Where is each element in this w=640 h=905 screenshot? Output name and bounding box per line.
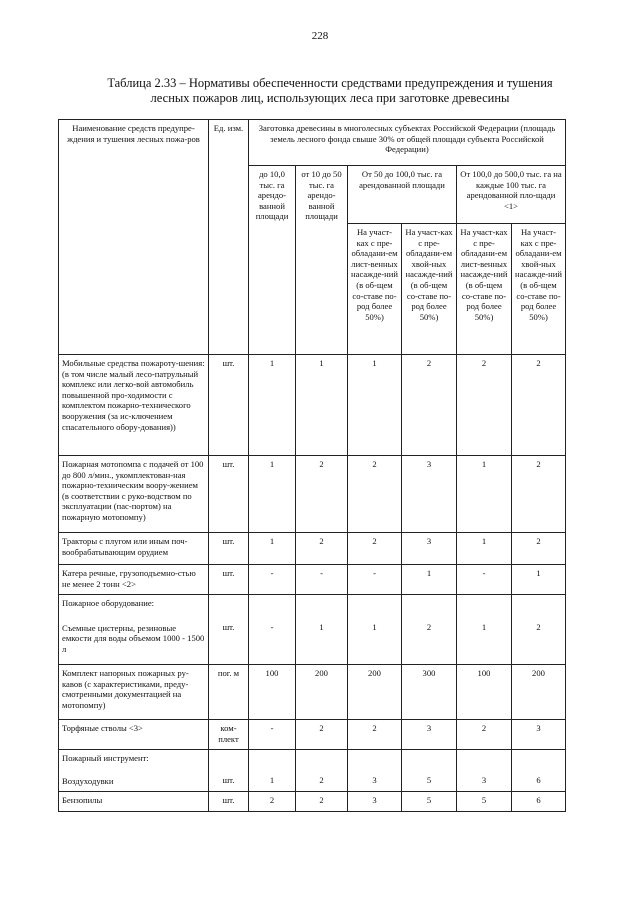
- row-value: 2: [348, 533, 402, 565]
- group-heading: Пожарный инструмент:: [62, 753, 149, 763]
- row-value: -: [348, 565, 402, 595]
- row-unit: шт.: [209, 456, 249, 533]
- table-row: [59, 720, 566, 750]
- header-unit-column: Ед. изм.: [209, 120, 249, 355]
- row-unit: шт.: [209, 355, 249, 456]
- row-value: 3: [402, 456, 457, 533]
- row-value: 100: [457, 665, 512, 720]
- row-value: 1: [249, 355, 296, 456]
- table-caption: [80, 76, 580, 106]
- header-sub-2: от 10 до 50 тыс. га арендо-ванной площади: [296, 166, 348, 355]
- row-value: 100: [249, 665, 296, 720]
- row-value: 2: [348, 720, 402, 750]
- row-name: [59, 595, 209, 665]
- table-row: [59, 565, 566, 595]
- row-unit: шт.: [209, 565, 249, 595]
- row-value: 2: [296, 792, 348, 812]
- row-value: 2: [296, 750, 348, 792]
- row-value: 5: [402, 792, 457, 812]
- row-value: 1: [457, 595, 512, 665]
- row-value: 1: [348, 355, 402, 456]
- header-sub-4: От 100,0 до 500,0 тыс. га на каждые 100 тыс. га арендованной пло-щади <1>: [457, 166, 566, 224]
- row-name: Тракторы с плугом или иным поч-вообрабатывающим орудием: [59, 533, 209, 565]
- row-value: -: [457, 565, 512, 595]
- table-row: [59, 533, 566, 565]
- caption-line-1: Таблица 2.33 – Нормативы обеспеченности средствами предупреждения и тушения: [107, 76, 553, 90]
- header-sub-4a: На участ-ках с пре-обладани-ем лист-венных насажде-ний (в об-щем со-ставе по-род более 50%): [457, 224, 512, 355]
- row-value: 2: [402, 595, 457, 665]
- row-name: [59, 750, 209, 792]
- group-heading: Пожарное оборудование:: [62, 598, 155, 608]
- row-name: Катера речные, грузоподъемно-стью не менее 2 тонн <2>: [59, 565, 209, 595]
- row-value: 1: [402, 565, 457, 595]
- row-value: 5: [457, 792, 512, 812]
- row-value: -: [249, 720, 296, 750]
- row-name: Пожарная мотопомпа с подачей от 100 до 800 л/мин., укомплектован-ная пожарно-техническим воору-жением (в соответствии с руко-водством по эксплуатации (пас-портом) на пожарную мотопомпу): [59, 456, 209, 533]
- row-name: Бензопилы: [59, 792, 209, 812]
- table-row: [59, 595, 566, 665]
- header-sub-3: От 50 до 100,0 тыс. га арендованной площади: [348, 166, 457, 224]
- row-name-text: Воздуходувки: [62, 775, 114, 786]
- row-value: 3: [348, 792, 402, 812]
- row-value: 1: [249, 750, 296, 792]
- row-unit: шт.: [209, 595, 249, 665]
- row-value: 3: [402, 533, 457, 565]
- row-value: 1: [249, 456, 296, 533]
- row-unit: шт.: [209, 533, 249, 565]
- page-number: 228: [311, 30, 329, 42]
- row-value: 200: [512, 665, 566, 720]
- row-name: Комплект напорных пожарных ру-кавов (с характеристиками, преду-смотренными документацией на мотопомпу): [59, 665, 209, 720]
- row-value: 2: [512, 456, 566, 533]
- table-row: [59, 456, 566, 533]
- row-unit: шт.: [209, 792, 249, 812]
- header-sub-3b: На участ-ках с пре-обладани-ем хвой-ных насажде-ний (в об-щем со-ставе по-род более 50%): [402, 224, 457, 355]
- row-value: 6: [512, 792, 566, 812]
- row-value: 1: [457, 456, 512, 533]
- row-value: 2: [249, 792, 296, 812]
- row-value: 2: [512, 355, 566, 456]
- header-name-column: Наименование средств предупре-ждения и тушения лесных пожа-ров: [59, 120, 209, 355]
- row-value: 2: [348, 456, 402, 533]
- header-group: Заготовка древесины в многолесных субъектах Российской Федерации (площадь земель лесного фонда свыше 30% от общей площади субъекта Российской Федерации): [249, 120, 566, 166]
- row-name: Мобильные средства пожароту-шения: (в том числе малый лесо-патрульный комплекс или легко-вой автомобиль повышенной про-ходимости с комплектом пожарно-технического вооружения (за ис-ключением спасательного обору-дования)): [59, 355, 209, 456]
- row-unit: шт.: [209, 750, 249, 792]
- table-row: [59, 792, 566, 812]
- row-value: 1: [296, 355, 348, 456]
- row-value: 6: [512, 750, 566, 792]
- row-value: 3: [457, 750, 512, 792]
- row-value: 200: [296, 665, 348, 720]
- row-value: 300: [402, 665, 457, 720]
- row-value: 2: [296, 456, 348, 533]
- row-value: 2: [402, 355, 457, 456]
- row-value: -: [296, 565, 348, 595]
- row-value: 1: [457, 533, 512, 565]
- row-value: 2: [512, 595, 566, 665]
- row-value: 2: [296, 720, 348, 750]
- caption-line-2: лесных пожаров лиц, использующих леса при заготовке древесины: [150, 91, 510, 105]
- row-value: 1: [348, 595, 402, 665]
- header-sub-1: до 10,0 тыс. га арендо-ванной площади: [249, 166, 296, 355]
- row-value: 200: [348, 665, 402, 720]
- row-value: -: [249, 565, 296, 595]
- row-value: 1: [249, 533, 296, 565]
- row-value: 2: [296, 533, 348, 565]
- row-value: 2: [457, 355, 512, 456]
- row-name: Торфяные стволы <3>: [59, 720, 209, 750]
- row-value: 2: [457, 720, 512, 750]
- row-unit: ком-плект: [209, 720, 249, 750]
- header-sub-3a: На участ-ках с пре-обладани-ем лист-венных насажде-ний (в об-щем со-ставе по-род более 50%): [348, 224, 402, 355]
- table-row: [59, 355, 566, 456]
- row-value: 5: [402, 750, 457, 792]
- table-row: [59, 665, 566, 720]
- row-value: 3: [348, 750, 402, 792]
- row-value: 2: [512, 533, 566, 565]
- norms-table: [58, 119, 566, 812]
- header-sub-4b: На участ-ках с пре-обладани-ем хвой-ных насажде-ний (в об-щем со-ставе по-род более 50%): [512, 224, 566, 355]
- row-unit: пог. м: [209, 665, 249, 720]
- table-row: [59, 750, 566, 792]
- row-name-text: Съемные цистерны, резиновые емкости для воды объемом 1000 - 1500 л: [62, 622, 205, 654]
- row-value: 3: [512, 720, 566, 750]
- row-value: -: [249, 595, 296, 665]
- row-value: 1: [296, 595, 348, 665]
- row-value: 3: [402, 720, 457, 750]
- row-value: 1: [512, 565, 566, 595]
